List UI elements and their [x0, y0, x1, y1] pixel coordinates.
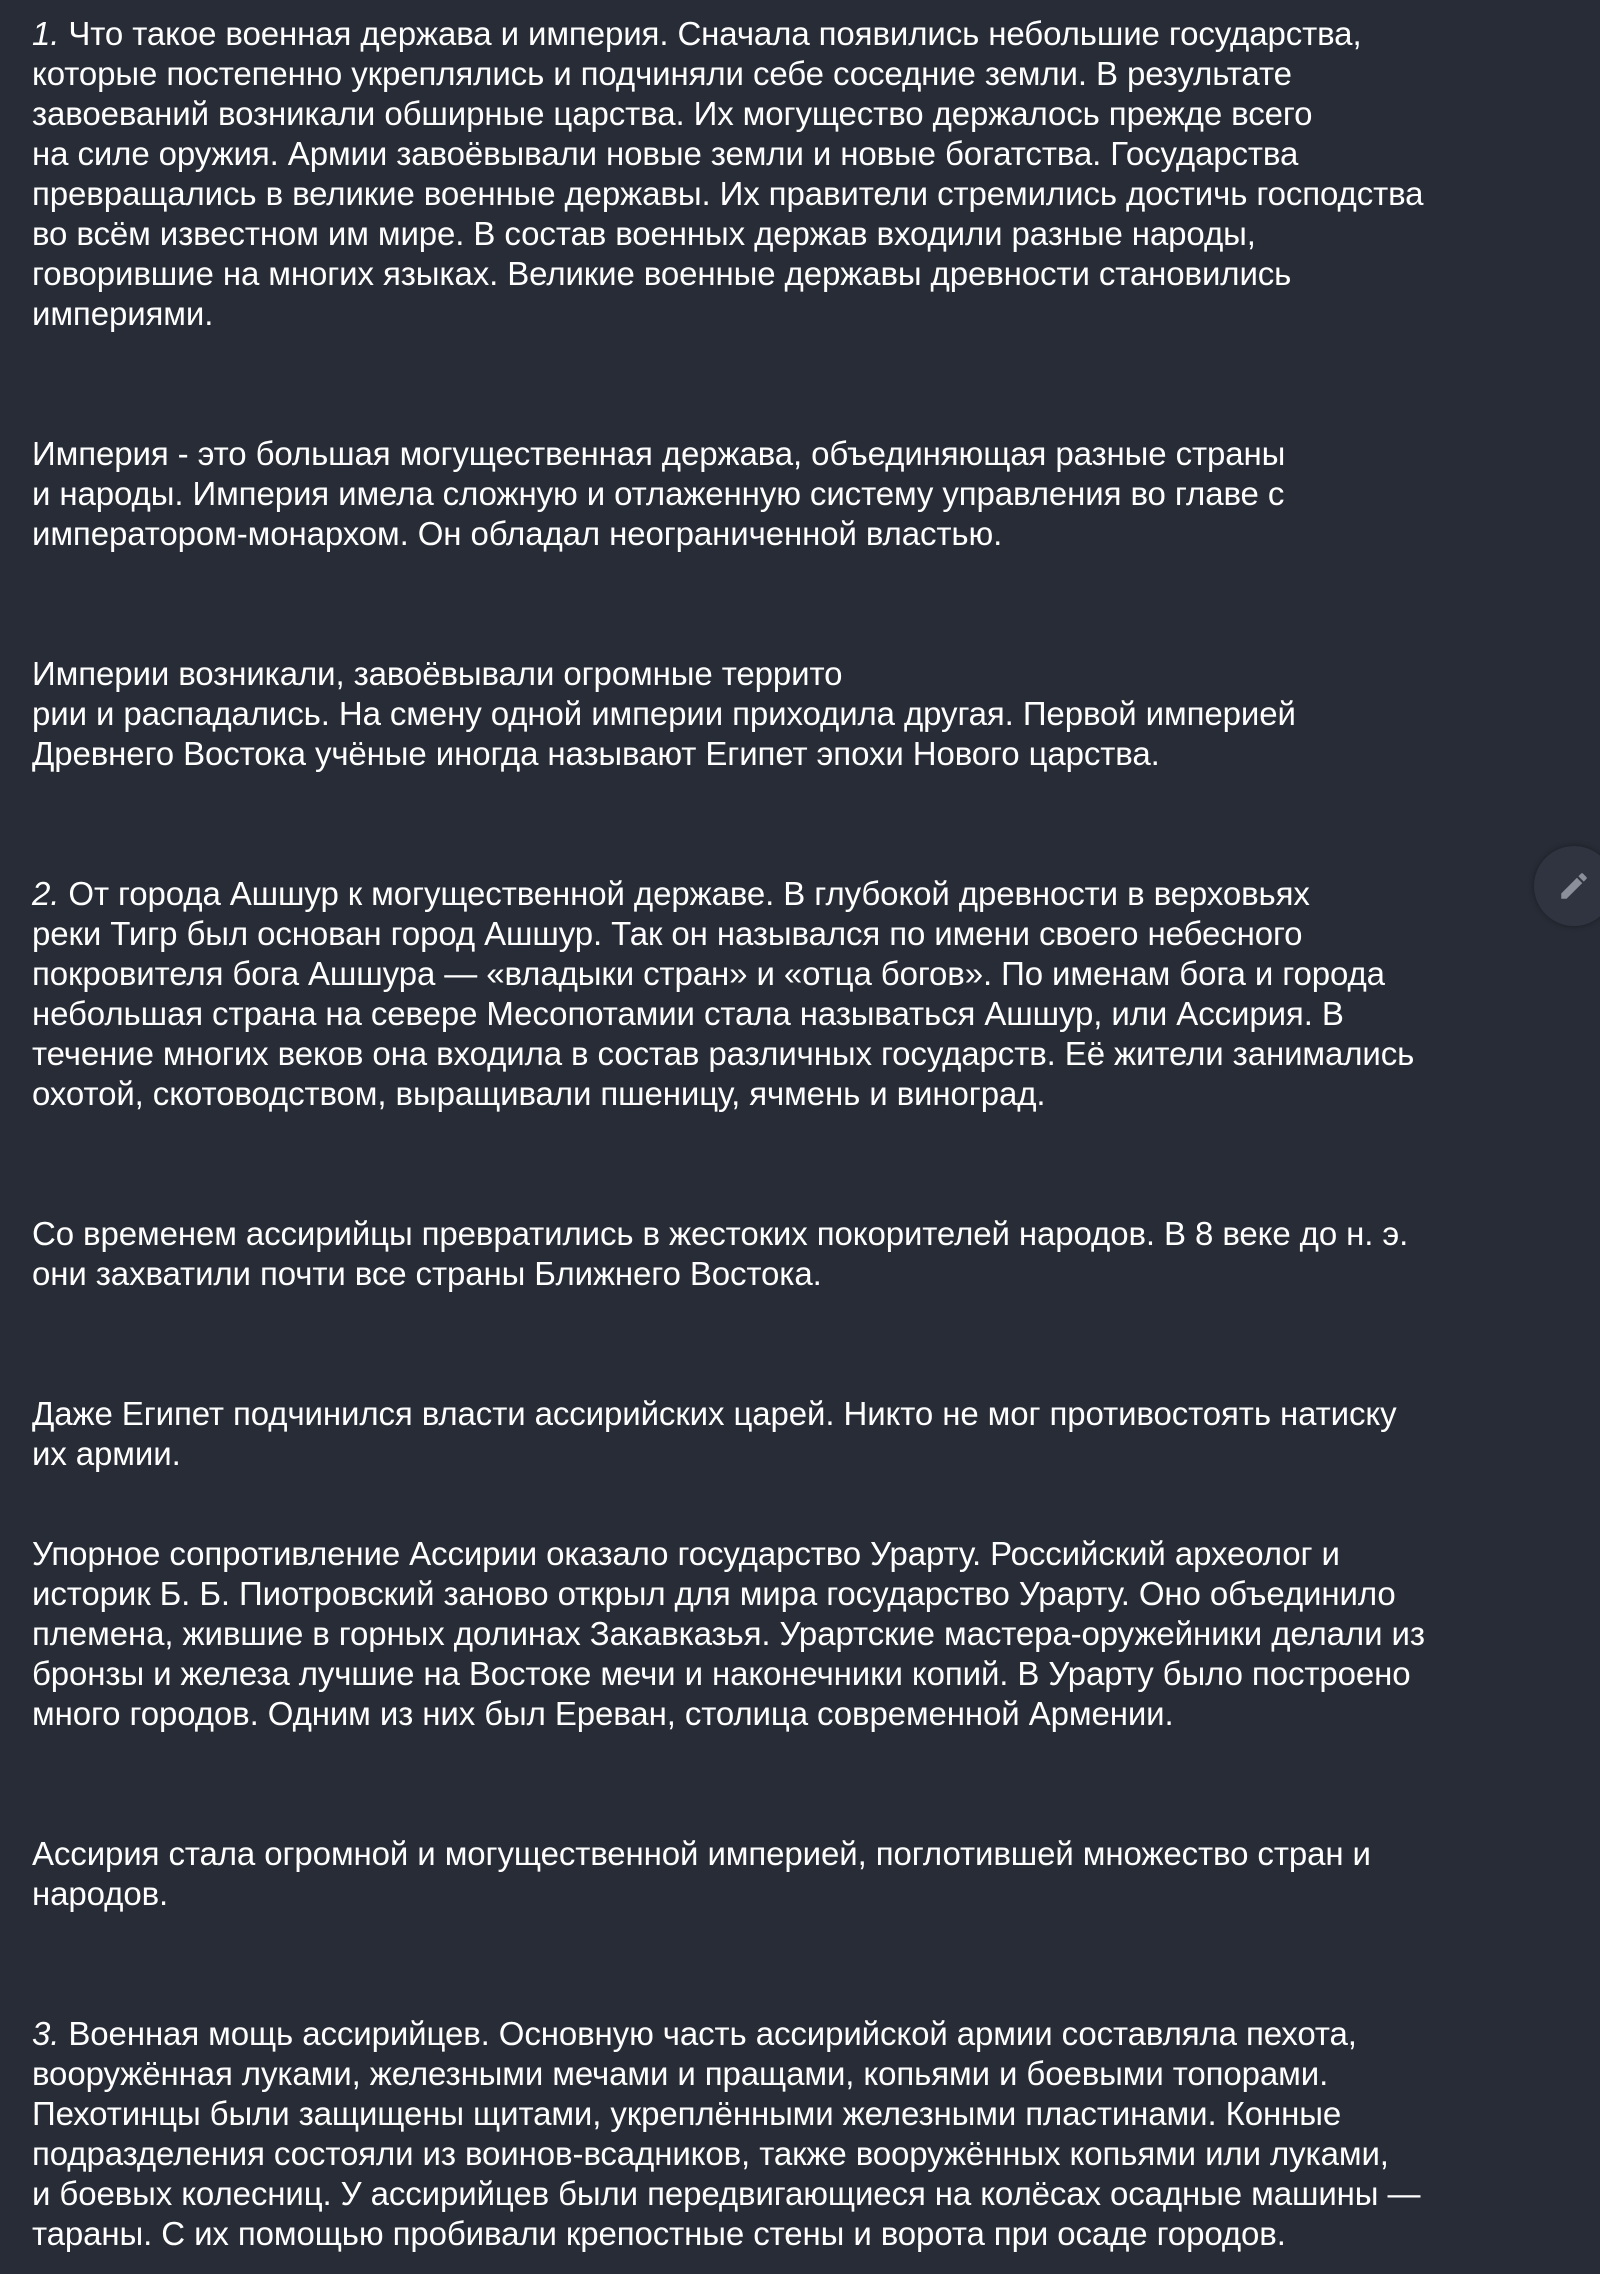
paragraph-text: Империи возникали, завоёвывали огромные террито рии и распадались. На смену одной империи приходила другая. Первой империей Древнего Востока учёные иногда называют Египет эпохи Нового царства.	[32, 655, 1296, 772]
section-number: 1.	[32, 15, 60, 52]
paragraph-9	[32, 2014, 1572, 2254]
paragraph-text: Ассирия стала огромной и могущественной империей, поглотившей множество стран и народов.	[32, 1835, 1371, 1912]
paragraph-text: От города Ашшур к могущественной державе. В глубокой древности в верховьях реки Тигр был основан город Ашшур. Так он назывался по имени своего небесного покровителя бога Ашшура — «владыки стран» и «отца богов». По именам бога и города небольшая страна на севере Месопотамии стала называться Ашшур, или Ассирия. В течение многих веков она входила в состав различных государств. Её жители занимались охотой, скотоводством, выращивали пшеницу, ячмень и виноград.	[32, 875, 1415, 1112]
section-number: 3.	[32, 2015, 60, 2052]
paragraph-6	[32, 1394, 1572, 1474]
paragraph-3	[32, 654, 1572, 774]
paragraph-text: Даже Египет подчинился власти ассирийских царей. Никто не мог противостоять натиску их армии.	[32, 1395, 1397, 1472]
paragraph-text: Что такое военная держава и империя. Сначала появились небольшие государства, которые постепенно укреплялись и подчиняли себе соседние земли. В результате завоеваний возникали обширные царства. Их могущество держалось прежде всего на силе оружия. Армии завоёвывали новые земли и новые богатства. Государства превращались в великие военные державы. Их правители стремились достичь господства во всём известном им мире. В состав военных держав входили разные народы, говорившие на многих языках. Великие военные державы древности становились империями.	[32, 15, 1424, 332]
paragraph-4	[32, 874, 1572, 1114]
paragraph-7	[32, 1534, 1572, 1734]
paragraph-1	[32, 14, 1572, 334]
paragraph-5	[32, 1214, 1572, 1294]
document-body	[32, 14, 1572, 2254]
pencil-icon	[1557, 869, 1591, 903]
paragraph-8	[32, 1834, 1572, 1914]
paragraph-text: Упорное сопротивление Ассирии оказало государство Урарту. Российский археолог и историк Б. Б. Пиотровский заново открыл для мира государство Урарту. Оно объединило племена, жившие в горных долинах Закавказья. Урартские мастера-оружейники делали из бронзы и железа лучшие на Востоке мечи и наконечники копий. В Урарту было построено много городов. Одним из них был Ереван, столица современной Армении.	[32, 1535, 1425, 1732]
paragraph-2	[32, 434, 1572, 554]
paragraph-text: Военная мощь ассирийцев. Основную часть ассирийской армии составляла пехота, вооружённая луками, железными мечами и пращами, копьями и боевыми топорами. Пехотинцы были защищены щитами, укреплёнными железными пластинами. Конные подразделения состояли из воинов-всадников, также вооружённых копьями или луками, и боевых колесниц. У ассирийцев были передвигающиеся на колёсах осадные машины — тараны. С их помощью пробивали крепостные стены и ворота при осаде городов.	[32, 2015, 1421, 2252]
section-number: 2.	[32, 875, 60, 912]
paragraph-text: Империя - это большая могущественная держава, объединяющая разные страны и народы. Империя имела сложную и отлаженную систему управления во главе с императором-монархом. Он обладал неограниченной властью.	[32, 435, 1286, 552]
paragraph-text: Со временем ассирийцы превратились в жестоких покорителей народов. В 8 веке до н. э. они захватили почти все страны Ближнего Востока.	[32, 1215, 1409, 1292]
